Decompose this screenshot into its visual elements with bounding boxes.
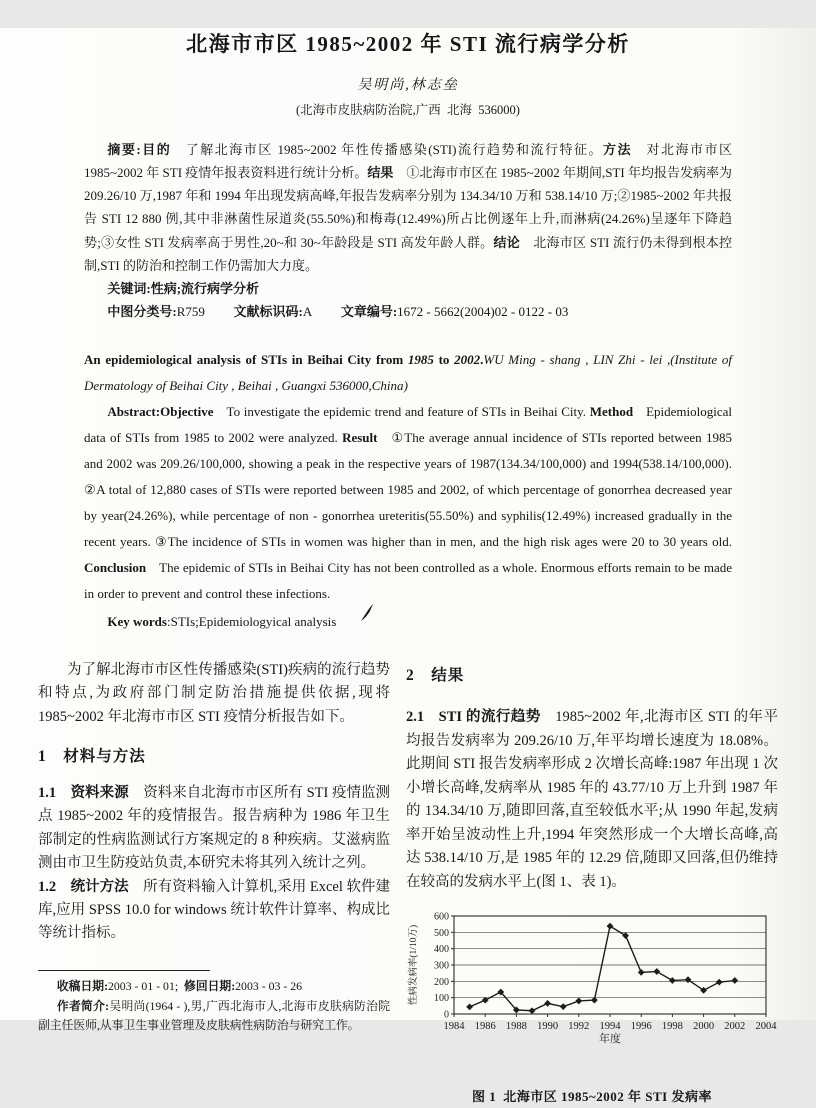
subsection-label-1-1: 1.1 资料来源 (38, 784, 129, 801)
svg-text:性病发病率(1/10万): 性病发病率(1/10万) (409, 924, 419, 1006)
article-id-label: 文章编号: (340, 303, 398, 319)
svg-text:年度: 年度 (599, 1032, 621, 1045)
svg-text:0: 0 (444, 1009, 449, 1021)
subsection-text-1-1: 资料来自北海市市区所有 STI 疫情监测点 1985~2002 年的疫情报告。报告病种为 1986 年卫生部制定的性病监测试行方案规定的 8 种疾病。艾滋病监测由市卫生防疫站负责,本研究未将其列入统计之列。 (38, 784, 391, 872)
figure-1 (406, 908, 778, 1108)
two-column-body (38, 659, 778, 1108)
author-bio-value: 吴明尚(1964 - ),男,广西北海市人,北海市皮肤病防治院副主任医师,从事卫生事业管理及皮肤病性病防治与研究工作。 (38, 998, 390, 1033)
footnote-author-bio (38, 997, 390, 1036)
author-bio-label: 作者简介: (56, 998, 110, 1013)
svg-text:1990: 1990 (537, 1020, 559, 1032)
svg-text:2002: 2002 (724, 1020, 746, 1032)
article-id-value: 1672 - 5662(2004)02 - 0122 - 03 (397, 303, 569, 319)
abstract-chinese-text: 摘要:目的 了解北海市区 1985~2002 年性传播感染(STI)流行趋势和流行特征。方法 对北海市市区 1985~2002 年 STI 疫情年报表资料进行统计分析。结果 ①北海市市区在 1985~2002 年期间,STI 年均报告发病率为 209.26/10 万,1987 年和 1994 年出现发病高峰,年报告发病率分别为 134.34/10 万和 538.14/10 万;②1985~2002 年共报告 STI 12 880 例,其中非淋菌性尿道炎(55.50%)和梅毒(12.49%)所占比例逐年上升,而淋病(24.26%)呈逐年下降趋势;③女性 STI 发病率高于男性,20~和 30~年龄段是 STI 高发年龄人群。结论 北海市区 STI 流行仍未得到根本控制,STI 的防治和控制工作仍需加大力度。 (84, 142, 732, 273)
doc-code-value: A (302, 303, 313, 319)
affiliation: (北海市皮肤病防治院,广西 北海 536000) (296, 103, 520, 117)
revised-date-label: 修回日期: (184, 978, 236, 993)
footnote-divider (38, 970, 210, 971)
paper-title: 北海市市区 1985~2002 年 STI 流行病学分析 (186, 32, 630, 56)
abstract-english-body: Abstract:Objective To investigate the epidemic trend and feature of STIs in Beihai City. Method Epidemiological data of STIs from 1985 to 2002 were analyzed. Result ①The average annual incidence of STIs reported between 1985 and 2002 was 209.26/100,000, showing a peak in the respective years of 1987(134.34/100,000) and 1994(538.14/100,000). ②A total of 12,880 cases of STIs were reported between 1985 and 2002, of which percentage of gonorrhea decreased year by year(24.26%), while percentage of non - gonorrhea ureteritis(55.50%) and syphilis(12.49%) increased gradually in the recent years. ③The incidence of STIs in women was higher than in men, and the high risk ages were 20 to 30 years old. Conclusion The epidemic of STIs in Beihai City has not been controlled as a whole. Enormous efforts remain to be made in order to prevent and control these infections. (84, 404, 732, 601)
received-date-value: 2003 - 01 - 01; (108, 978, 185, 993)
svg-text:1984: 1984 (443, 1020, 465, 1032)
authors: 吴明尚,林志垒 (357, 78, 459, 93)
svg-text:2000: 2000 (693, 1020, 715, 1032)
doc-code-label: 文献标识码: (233, 303, 303, 319)
subsection-text-1-2: 所有资料输入计算机,采用 Excel 软件建库,应用 SPSS 10.0 for windows 统计软件计算率、构成比等统计指标。 (38, 878, 391, 942)
paper-page (0, 28, 816, 1105)
abstract-english (84, 347, 732, 607)
abstract-chinese (84, 138, 732, 277)
left-column (38, 659, 390, 1108)
subsection-label-2-1: 2.1 STI 的流行趋势 (406, 709, 541, 726)
svg-text:2004: 2004 (755, 1020, 777, 1032)
clc-label: 中图分类号: (107, 303, 177, 319)
svg-text:200: 200 (434, 976, 449, 988)
figure-1-caption: 图 1 北海市区 1985~2002 年 STI 发病率 (472, 1089, 712, 1105)
keywords-english (84, 609, 732, 635)
abstract-english-title: An epidemiological analysis of STIs in Beihai City from 1985 to 2002.WU Ming - shang , LIN Zhi - lei ,(Institute of Dermatology of Beihai City , Beihai , Guangxi 536000,China) (84, 352, 732, 393)
received-date-label: 收稿日期: (56, 978, 108, 993)
intro-paragraph: 为了解北海市市区性传播感染(STI)疾病的流行趋势和特点,为政府部门制定防治措施提供依据,现将 1985~2002 年北海市市区 STI 疫情分析报告如下。 (38, 662, 390, 725)
pen-mark (336, 603, 375, 632)
para-data-source (38, 782, 390, 876)
keywords-english-text: Key words:STIs;Epidemiologyical analysis (107, 614, 337, 629)
revised-date-value: 2003 - 03 - 26 (235, 978, 302, 993)
classification-line (84, 300, 732, 323)
section-heading-methods: 1 材料与方法 (38, 748, 146, 766)
svg-text:600: 600 (434, 911, 449, 923)
para-statistics (38, 876, 390, 946)
svg-text:1994: 1994 (599, 1020, 621, 1032)
svg-text:1988: 1988 (505, 1020, 527, 1032)
svg-text:1992: 1992 (568, 1020, 590, 1032)
clc-value: R759 (176, 303, 205, 319)
right-column (406, 659, 778, 1108)
svg-text:1998: 1998 (661, 1020, 683, 1032)
subsection-label-1-2: 1.2 统计方法 (38, 878, 129, 895)
sti-incidence-line-chart (406, 908, 778, 1066)
section-heading-results: 2 结果 (406, 667, 465, 684)
subsection-text-2-1: 1985~2002 年,北海市区 STI 的年平均报告发病率为 209.26/10 万,年平均增长速度为 18.08%。此期间 STI 报告发病率形成 2 次增长高峰:1987 年出现 1 次小增长高峰,发病率从 1985 年的 43.77/10 万上升到 1987 年的 134.34/10 万,随即回落,直至较低水平;从 1990 年起,发病率开始呈波动性上升,1994 年突然形成一个大增长高峰,高达 538.14/10 万,是 1985 年的 12.29 倍,随即又回落,但仍维持在较高的发病水平上(图 1、表 1)。 (406, 709, 778, 890)
svg-text:500: 500 (434, 927, 449, 939)
svg-text:1986: 1986 (474, 1020, 496, 1032)
svg-text:100: 100 (434, 993, 449, 1005)
footnote-block (38, 970, 390, 1036)
svg-text:1996: 1996 (630, 1020, 652, 1032)
para-epidemic-trend (406, 706, 778, 894)
svg-text:300: 300 (434, 960, 449, 972)
footnote-dates (38, 977, 390, 997)
svg-text:400: 400 (434, 944, 449, 956)
keywords-chinese: 关键词:性病;流行病学分析 (107, 280, 260, 296)
